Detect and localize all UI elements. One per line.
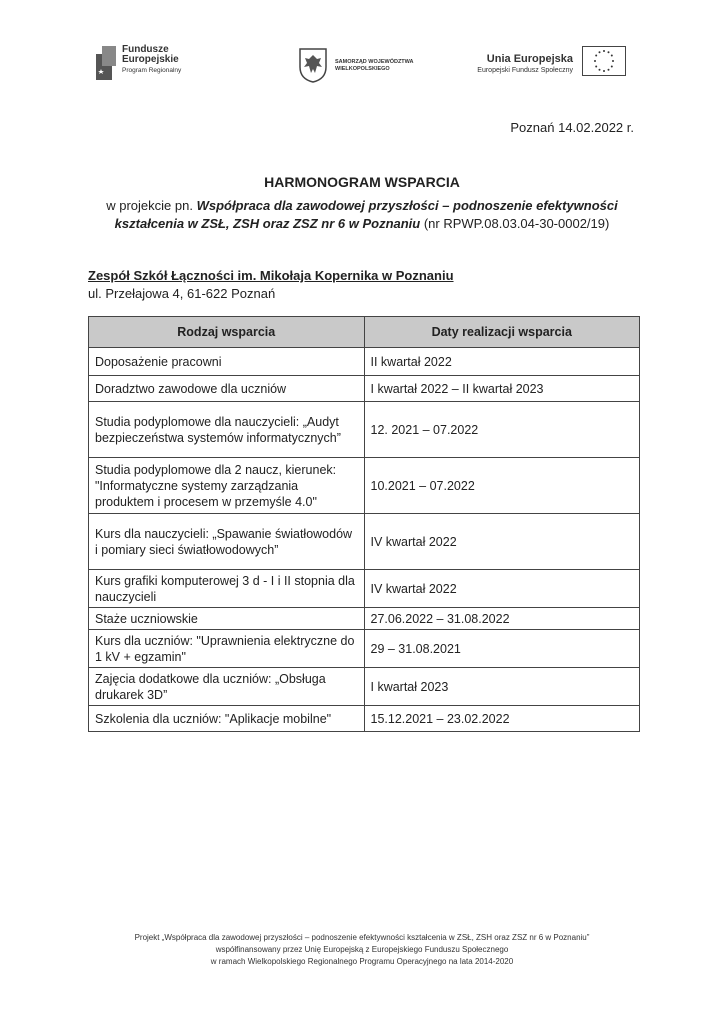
header-support-type: Rodzaj wsparcia — [89, 317, 365, 348]
project-name-part1: Współpraca dla zawodowej przyszłości – podnoszenie efektywności — [196, 198, 618, 213]
table-header-row — [89, 317, 640, 348]
table-row — [89, 706, 640, 732]
table-row — [89, 668, 640, 706]
footer-line2: współfinansowany przez Unię Europejską z Europejskiego Funduszu Społecznego — [215, 945, 509, 954]
schedule-table — [88, 316, 640, 732]
footer-line3: w ramach Wielkopolskiego Regionalnego Programu Operacyjnego na lata 2014-2020 — [210, 957, 514, 966]
eu-flag-icon — [582, 46, 626, 76]
document-title: HARMONOGRAM WSPARCIA — [264, 174, 460, 190]
footer-line1: Projekt „Współpraca dla zawodowej przyszłości – podnoszenie efektywności kształcenia w ZSŁ, ZSH oraz ZSZ nr 6 w Poznaniu” — [134, 933, 590, 942]
project-line1 — [0, 198, 724, 213]
fundusze-europejskie-text — [122, 45, 181, 76]
dates-cell: 15.12.2021 – 23.02.2022 — [364, 706, 640, 732]
table-row — [89, 376, 640, 402]
header-dates: Daty realizacji wsparcia — [364, 317, 640, 348]
samorzad-line2: WIELKOPOLSKIEGO — [335, 66, 390, 72]
unia-europejska-text — [467, 53, 573, 74]
footer — [0, 932, 724, 968]
support-type-cell: Staże uczniowskie — [89, 608, 365, 630]
dates-cell: 27.06.2022 – 31.08.2022 — [364, 608, 640, 630]
ue-line2: Europejski Fundusz Społeczny — [477, 67, 573, 74]
support-type-cell: Studia podyplomowe dla 2 naucz, kierunek: "Informatyczne systemy zarządzania produktem i procesem w przemyśle 4.0" — [89, 458, 365, 514]
dates-cell: 12. 2021 – 07.2022 — [364, 402, 640, 458]
fundusze-line2: Europejskie — [122, 54, 179, 65]
support-type-cell: Kurs dla nauczycieli: „Spawanie światłowodów i pomiary sieci światłowodowych” — [89, 514, 365, 570]
dates-cell: IV kwartał 2022 — [364, 514, 640, 570]
support-type-cell: Zajęcia dodatkowe dla uczniów: „Obsługa drukarek 3D” — [89, 668, 365, 706]
table-row — [89, 630, 640, 668]
samorzad-line1: SAMORZĄD WOJEWÓDZTWA — [335, 59, 414, 65]
project-prefix: w projekcie pn. — [106, 198, 197, 213]
dates-cell: 10.2021 – 07.2022 — [364, 458, 640, 514]
table-row — [89, 514, 640, 570]
support-type-cell: Doposażenie pracowni — [89, 348, 365, 376]
project-line2 — [0, 216, 724, 231]
fundusze-europejskie-logo-icon — [96, 44, 116, 84]
project-number: (nr RPWP.08.03.04-30-0002/19) — [420, 216, 610, 231]
table-row — [89, 458, 640, 514]
support-type-cell: Kurs dla uczniów: "Uprawnienia elektryczne do 1 kV + egzamin" — [89, 630, 365, 668]
wielkopolska-eagle-emblem-icon — [298, 47, 328, 83]
dates-cell: 29 – 31.08.2021 — [364, 630, 640, 668]
school-address: ul. Przełajowa 4, 61-622 Poznań — [88, 286, 276, 301]
support-type-cell: Szkolenia dla uczniów: "Aplikacje mobilne" — [89, 706, 365, 732]
support-type-cell: Studia podyplomowe dla nauczycieli: „Audyt bezpieczeństwa systemów informatycznych” — [89, 402, 365, 458]
support-type-cell: Doradztwo zawodowe dla uczniów — [89, 376, 365, 402]
dates-cell: IV kwartał 2022 — [364, 570, 640, 608]
project-name-part2: kształcenia w ZSŁ, ZSH oraz ZSZ nr 6 w Poznaniu — [114, 216, 421, 231]
table-row — [89, 608, 640, 630]
document-date: Poznań 14.02.2022 r. — [510, 120, 634, 135]
school-name: Zespół Szkół Łączności im. Mikołaja Kopernika w Poznaniu — [88, 268, 454, 283]
samorzad-text — [335, 59, 414, 73]
table-row — [89, 402, 640, 458]
dates-cell: I kwartał 2023 — [364, 668, 640, 706]
support-type-cell: Kurs grafiki komputerowej 3 d - I i II stopnia dla nauczycieli — [89, 570, 365, 608]
fundusze-line1: Fundusze — [122, 44, 169, 55]
table-row — [89, 348, 640, 376]
ue-line1: Unia Europejska — [486, 53, 573, 65]
table-row — [89, 570, 640, 608]
fundusze-line3: Program Regionalny — [122, 67, 182, 74]
dates-cell: II kwartał 2022 — [364, 348, 640, 376]
dates-cell: I kwartał 2022 – II kwartał 2023 — [364, 376, 640, 402]
